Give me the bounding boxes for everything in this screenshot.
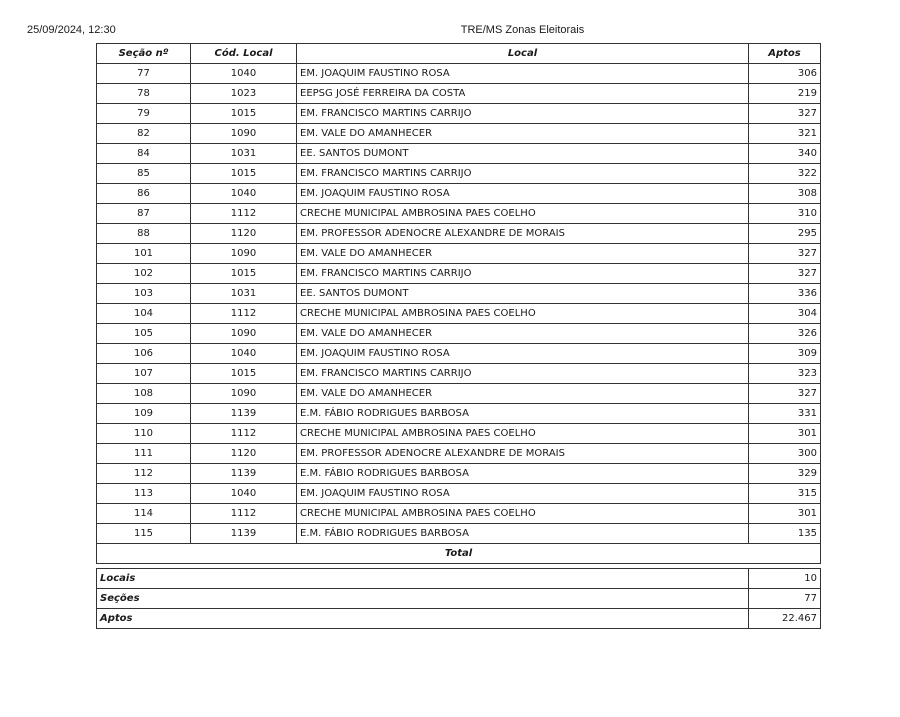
table-row bbox=[97, 384, 821, 404]
cell-cod-local: 1112 bbox=[191, 204, 297, 224]
cell-aptos: 295 bbox=[749, 224, 821, 244]
cell-local: EM. FRANCISCO MARTINS CARRIJO bbox=[297, 264, 749, 284]
cell-cod-local: 1040 bbox=[191, 64, 297, 84]
table-row bbox=[97, 104, 821, 124]
cell-aptos: 308 bbox=[749, 184, 821, 204]
cell-local: EM. VALE DO AMANHECER bbox=[297, 324, 749, 344]
table-row bbox=[97, 444, 821, 464]
cell-secao: 103 bbox=[97, 284, 191, 304]
cell-local: EM. FRANCISCO MARTINS CARRIJO bbox=[297, 364, 749, 384]
cell-cod-local: 1090 bbox=[191, 124, 297, 144]
table-row bbox=[97, 224, 821, 244]
header-secao: Seção nº bbox=[97, 44, 191, 64]
cell-cod-local: 1120 bbox=[191, 444, 297, 464]
cell-cod-local: 1139 bbox=[191, 404, 297, 424]
cell-aptos: 329 bbox=[749, 464, 821, 484]
cell-cod-local: 1120 bbox=[191, 224, 297, 244]
cell-local: EM. VALE DO AMANHECER bbox=[297, 244, 749, 264]
total-row-secoes bbox=[97, 589, 821, 609]
cell-local: E.M. FÁBIO RODRIGUES BARBOSA bbox=[297, 524, 749, 544]
cell-aptos: 301 bbox=[749, 504, 821, 524]
cell-secao: 105 bbox=[97, 324, 191, 344]
cell-local: EE. SANTOS DUMONT bbox=[297, 144, 749, 164]
sections-table bbox=[96, 43, 821, 564]
cell-cod-local: 1023 bbox=[191, 84, 297, 104]
cell-secao: 102 bbox=[97, 264, 191, 284]
cell-aptos: 336 bbox=[749, 284, 821, 304]
cell-aptos: 327 bbox=[749, 264, 821, 284]
cell-aptos: 301 bbox=[749, 424, 821, 444]
cell-local: EE. SANTOS DUMONT bbox=[297, 284, 749, 304]
cell-local: EM. FRANCISCO MARTINS CARRIJO bbox=[297, 104, 749, 124]
table-row bbox=[97, 484, 821, 504]
cell-secao: 107 bbox=[97, 364, 191, 384]
table-row bbox=[97, 524, 821, 544]
cell-aptos: 310 bbox=[749, 204, 821, 224]
cell-local: CRECHE MUNICIPAL AMBROSINA PAES COELHO bbox=[297, 304, 749, 324]
cell-cod-local: 1031 bbox=[191, 144, 297, 164]
cell-aptos: 322 bbox=[749, 164, 821, 184]
cell-aptos: 326 bbox=[749, 324, 821, 344]
cell-aptos: 340 bbox=[749, 144, 821, 164]
cell-local: E.M. FÁBIO RODRIGUES BARBOSA bbox=[297, 464, 749, 484]
cell-aptos: 327 bbox=[749, 104, 821, 124]
cell-secao: 114 bbox=[97, 504, 191, 524]
table-row bbox=[97, 404, 821, 424]
cell-secao: 79 bbox=[97, 104, 191, 124]
table-body bbox=[97, 64, 821, 544]
table-row bbox=[97, 264, 821, 284]
header-cod-local: Cód. Local bbox=[191, 44, 297, 64]
cell-cod-local: 1015 bbox=[191, 364, 297, 384]
cell-cod-local: 1015 bbox=[191, 264, 297, 284]
cell-local: CRECHE MUNICIPAL AMBROSINA PAES COELHO bbox=[297, 504, 749, 524]
table-row bbox=[97, 324, 821, 344]
total-label: Locais bbox=[97, 569, 749, 589]
cell-cod-local: 1040 bbox=[191, 344, 297, 364]
header-aptos: Aptos bbox=[749, 44, 821, 64]
cell-secao: 86 bbox=[97, 184, 191, 204]
cell-secao: 85 bbox=[97, 164, 191, 184]
table-row bbox=[97, 344, 821, 364]
cell-cod-local: 1139 bbox=[191, 464, 297, 484]
total-value: 22.467 bbox=[749, 609, 821, 629]
cell-aptos: 300 bbox=[749, 444, 821, 464]
cell-local: EM. PROFESSOR ADENOCRE ALEXANDRE DE MORAIS bbox=[297, 444, 749, 464]
table-row bbox=[97, 184, 821, 204]
table-row bbox=[97, 64, 821, 84]
table-row bbox=[97, 84, 821, 104]
cell-aptos: 306 bbox=[749, 64, 821, 84]
cell-cod-local: 1090 bbox=[191, 324, 297, 344]
cell-local: CRECHE MUNICIPAL AMBROSINA PAES COELHO bbox=[297, 424, 749, 444]
report-title: TRE/MS Zonas Eleitorais bbox=[460, 24, 585, 36]
cell-secao: 109 bbox=[97, 404, 191, 424]
cell-local: EM. PROFESSOR ADENOCRE ALEXANDRE DE MORAIS bbox=[297, 224, 749, 244]
cell-aptos: 304 bbox=[749, 304, 821, 324]
total-heading: Total bbox=[97, 544, 821, 564]
cell-cod-local: 1040 bbox=[191, 484, 297, 504]
cell-secao: 101 bbox=[97, 244, 191, 264]
cell-aptos: 135 bbox=[749, 524, 821, 544]
cell-cod-local: 1031 bbox=[191, 284, 297, 304]
total-label: Aptos bbox=[97, 609, 749, 629]
table-row bbox=[97, 164, 821, 184]
cell-local: EM. VALE DO AMANHECER bbox=[297, 384, 749, 404]
cell-cod-local: 1112 bbox=[191, 424, 297, 444]
cell-secao: 104 bbox=[97, 304, 191, 324]
cell-cod-local: 1015 bbox=[191, 164, 297, 184]
total-row-aptos bbox=[97, 609, 821, 629]
table-row bbox=[97, 244, 821, 264]
cell-cod-local: 1015 bbox=[191, 104, 297, 124]
cell-local: EM. JOAQUIM FAUSTINO ROSA bbox=[297, 64, 749, 84]
cell-secao: 77 bbox=[97, 64, 191, 84]
cell-cod-local: 1139 bbox=[191, 524, 297, 544]
cell-secao: 84 bbox=[97, 144, 191, 164]
cell-aptos: 331 bbox=[749, 404, 821, 424]
cell-aptos: 327 bbox=[749, 244, 821, 264]
cell-local: E.M. FÁBIO RODRIGUES BARBOSA bbox=[297, 404, 749, 424]
cell-secao: 88 bbox=[97, 224, 191, 244]
total-heading-row bbox=[97, 544, 821, 564]
cell-local: EM. JOAQUIM FAUSTINO ROSA bbox=[297, 484, 749, 504]
cell-aptos: 327 bbox=[749, 384, 821, 404]
table-row bbox=[97, 284, 821, 304]
cell-local: EM. VALE DO AMANHECER bbox=[297, 124, 749, 144]
cell-aptos: 309 bbox=[749, 344, 821, 364]
cell-cod-local: 1090 bbox=[191, 244, 297, 264]
cell-aptos: 321 bbox=[749, 124, 821, 144]
cell-local: EM. JOAQUIM FAUSTINO ROSA bbox=[297, 344, 749, 364]
total-row-locais bbox=[97, 569, 821, 589]
cell-local: CRECHE MUNICIPAL AMBROSINA PAES COELHO bbox=[297, 204, 749, 224]
table-row bbox=[97, 464, 821, 484]
cell-aptos: 323 bbox=[749, 364, 821, 384]
cell-aptos: 219 bbox=[749, 84, 821, 104]
cell-cod-local: 1112 bbox=[191, 504, 297, 524]
table-row bbox=[97, 144, 821, 164]
cell-secao: 115 bbox=[97, 524, 191, 544]
total-value: 10 bbox=[749, 569, 821, 589]
cell-secao: 106 bbox=[97, 344, 191, 364]
total-value: 77 bbox=[749, 589, 821, 609]
cell-aptos: 315 bbox=[749, 484, 821, 504]
table-header-row bbox=[97, 44, 821, 64]
table-row bbox=[97, 124, 821, 144]
totals-table bbox=[96, 568, 821, 629]
cell-cod-local: 1112 bbox=[191, 304, 297, 324]
cell-cod-local: 1090 bbox=[191, 384, 297, 404]
cell-secao: 82 bbox=[97, 124, 191, 144]
table-row bbox=[97, 364, 821, 384]
cell-secao: 112 bbox=[97, 464, 191, 484]
cell-secao: 110 bbox=[97, 424, 191, 444]
cell-local: EM. JOAQUIM FAUSTINO ROSA bbox=[297, 184, 749, 204]
total-label: Seções bbox=[97, 589, 749, 609]
print-datetime: 25/09/2024, 12:30 bbox=[27, 24, 116, 36]
cell-secao: 113 bbox=[97, 484, 191, 504]
cell-secao: 111 bbox=[97, 444, 191, 464]
cell-secao: 108 bbox=[97, 384, 191, 404]
cell-cod-local: 1040 bbox=[191, 184, 297, 204]
header-local: Local bbox=[297, 44, 749, 64]
table-row bbox=[97, 504, 821, 524]
cell-secao: 78 bbox=[97, 84, 191, 104]
cell-local: EEPSG JOSÉ FERREIRA DA COSTA bbox=[297, 84, 749, 104]
table-row bbox=[97, 304, 821, 324]
table-row bbox=[97, 204, 821, 224]
cell-local: EM. FRANCISCO MARTINS CARRIJO bbox=[297, 164, 749, 184]
cell-secao: 87 bbox=[97, 204, 191, 224]
table-row bbox=[97, 424, 821, 444]
